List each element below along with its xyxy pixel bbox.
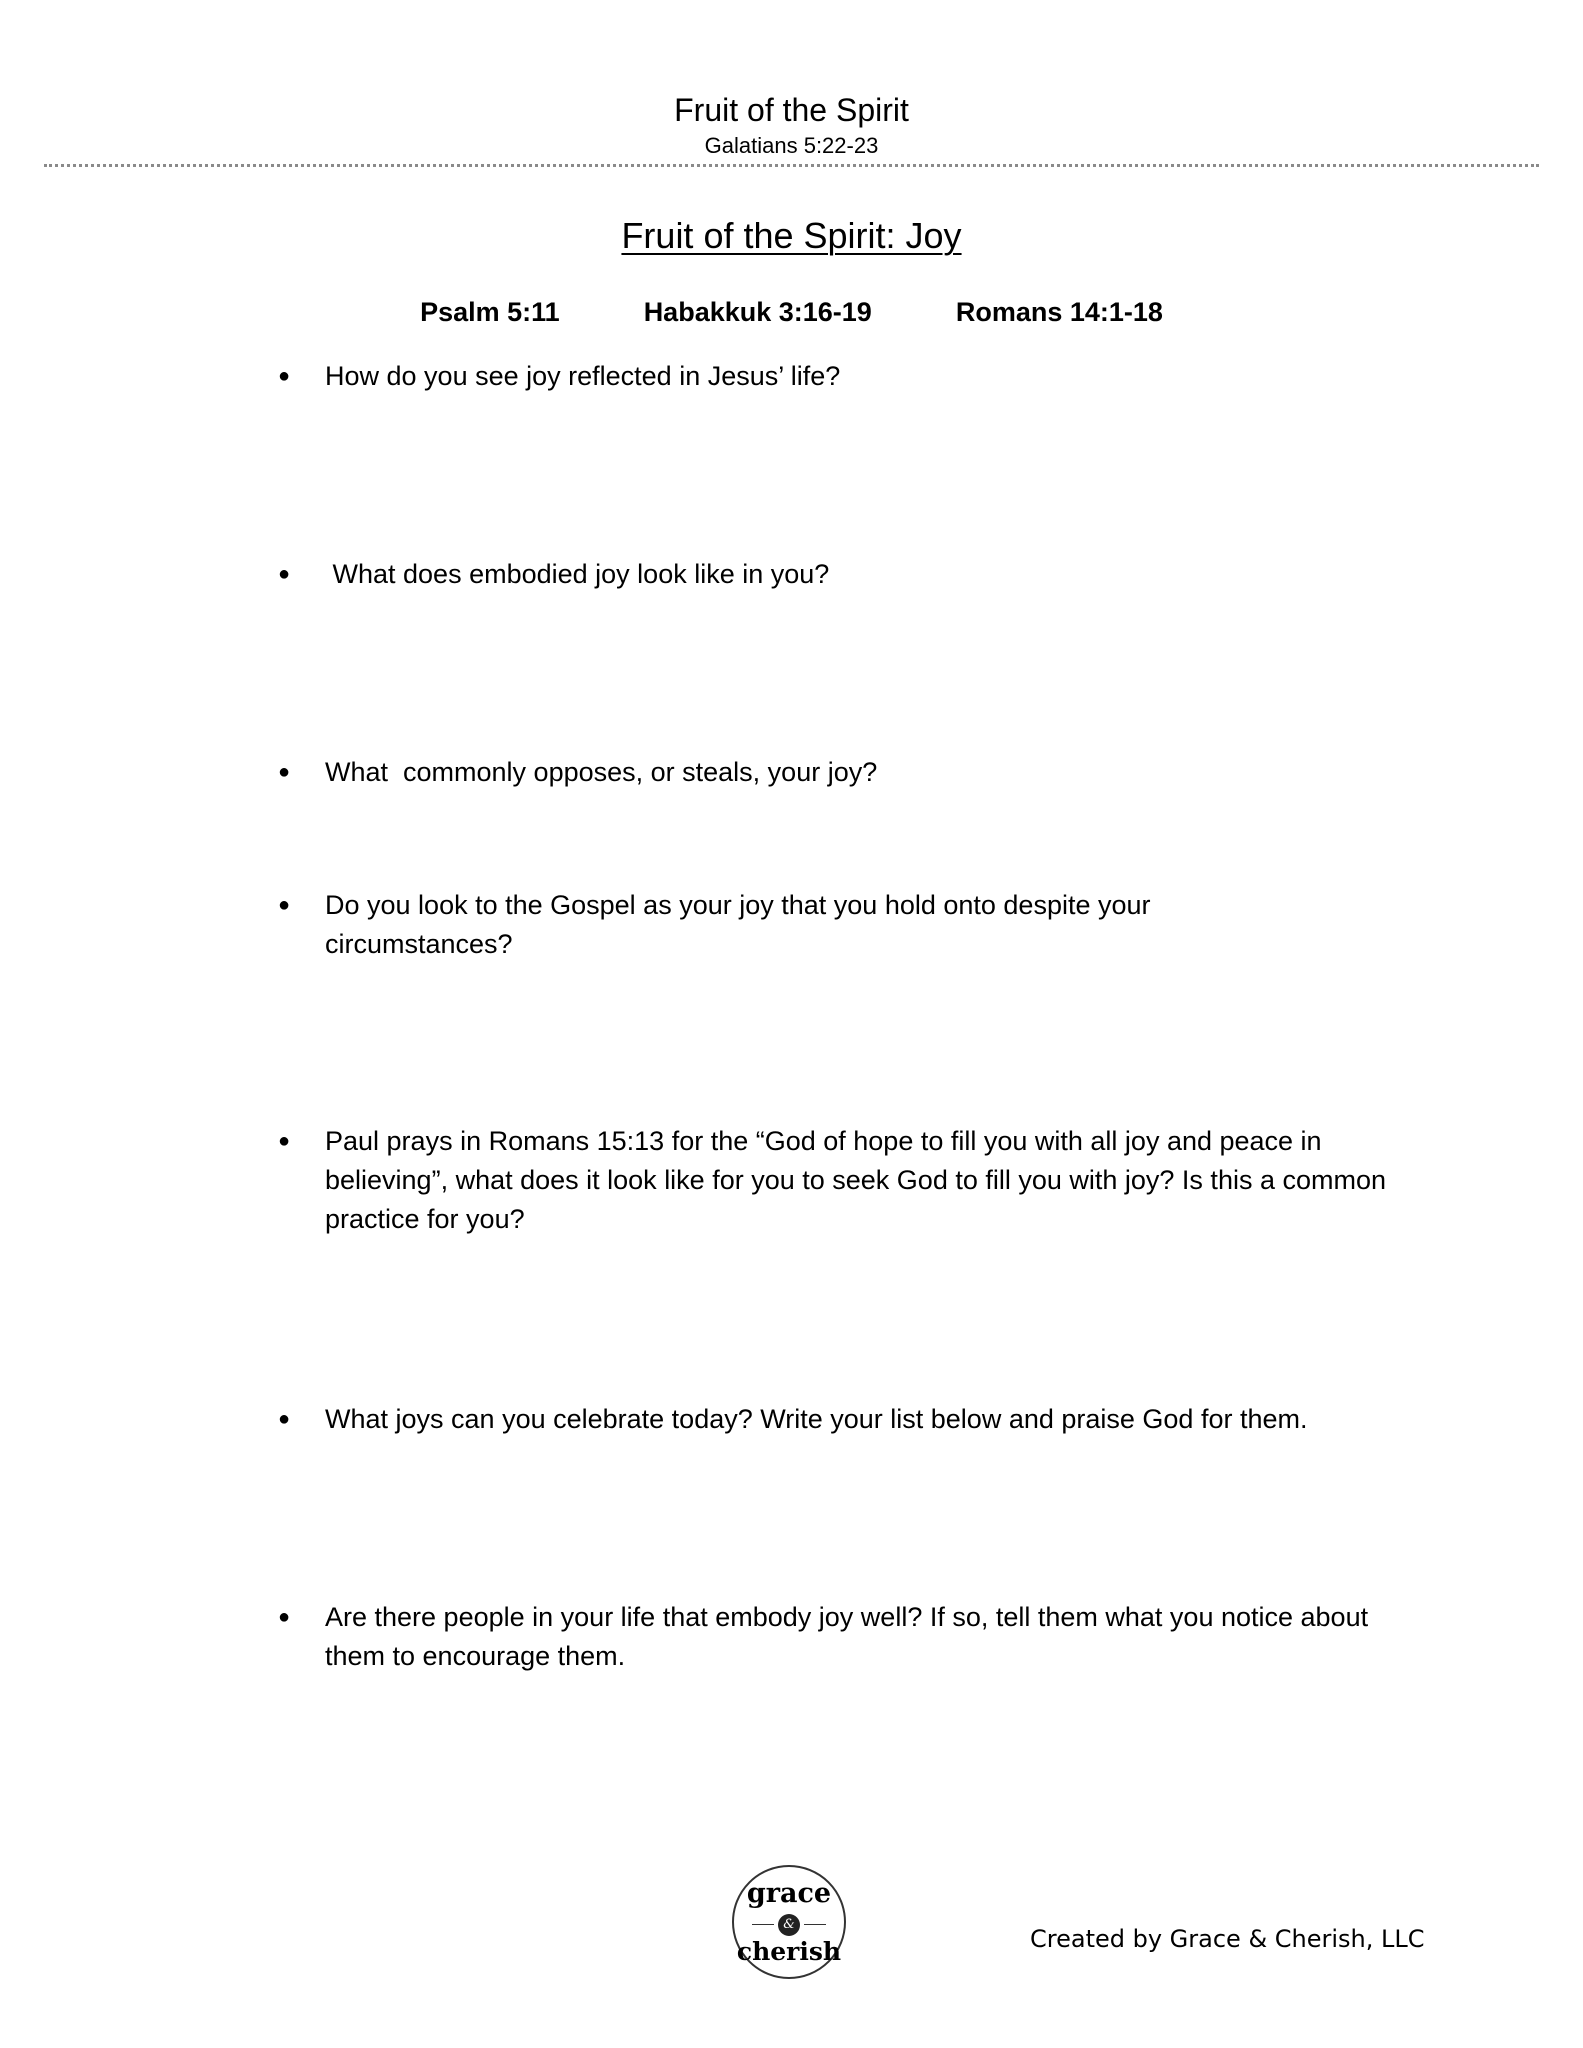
footer-credit: Created by Grace & Cherish, LLC	[1030, 1925, 1425, 1953]
question-item	[278, 357, 1398, 396]
logo-rule-right	[804, 1924, 826, 1925]
logo-word-grace: grace	[746, 1878, 832, 1909]
question-text: Are there people in your life that embody joy well? If so, tell them what you notice about them to encourage them.	[325, 1602, 1369, 1671]
section-title	[0, 214, 1583, 258]
scripture-references	[0, 296, 1583, 328]
reference-psalm: Psalm 5:11	[420, 297, 560, 327]
question-text: What commonly opposes, or steals, your joy?	[325, 757, 878, 787]
question-item	[278, 1122, 1398, 1239]
bullet-icon: ●	[278, 563, 291, 585]
question-text: How do you see joy reflected in Jesus’ life?	[325, 361, 841, 391]
logo-word-cherish: cherish	[736, 1937, 842, 1966]
dotted-divider	[44, 164, 1539, 167]
bullet-icon: ●	[278, 761, 291, 783]
document-title: Fruit of the Spirit	[674, 92, 909, 128]
question-item	[278, 753, 1398, 792]
question-text: What does embodied joy look like in you?	[325, 559, 830, 589]
logo-rule-left	[752, 1924, 774, 1925]
bullet-icon: ●	[278, 365, 291, 387]
question-text: Paul prays in Romans 15:13 for the “God of hope to fill you with all joy and peace in believing”, what does it look like for you to seek God to fill you with joy? Is this a common practice for you?	[325, 1126, 1387, 1234]
question-item	[278, 886, 1238, 964]
reference-romans: Romans 14:1-18	[955, 297, 1163, 327]
section-title-text: Fruit of the Spirit: Joy	[621, 215, 962, 256]
question-item	[278, 1400, 1398, 1439]
grace-cherish-logo	[732, 1865, 846, 1979]
bullet-icon: ●	[278, 894, 291, 916]
question-item	[278, 1598, 1373, 1676]
bullet-icon: ●	[278, 1408, 291, 1430]
logo-ampersand: &	[778, 1914, 800, 1936]
bullet-icon: ●	[278, 1130, 291, 1152]
reference-habakkuk: Habakkuk 3:16-19	[643, 297, 872, 327]
question-text: What joys can you celebrate today? Write your list below and praise God for them.	[325, 1404, 1308, 1434]
bullet-icon: ●	[278, 1606, 291, 1628]
question-text: Do you look to the Gospel as your joy that you hold onto despite your circumstances?	[325, 890, 1151, 959]
question-item	[278, 555, 1398, 594]
logo-ampersand-row	[748, 1914, 830, 1936]
document-subtitle: Galatians 5:22-23	[704, 133, 879, 158]
